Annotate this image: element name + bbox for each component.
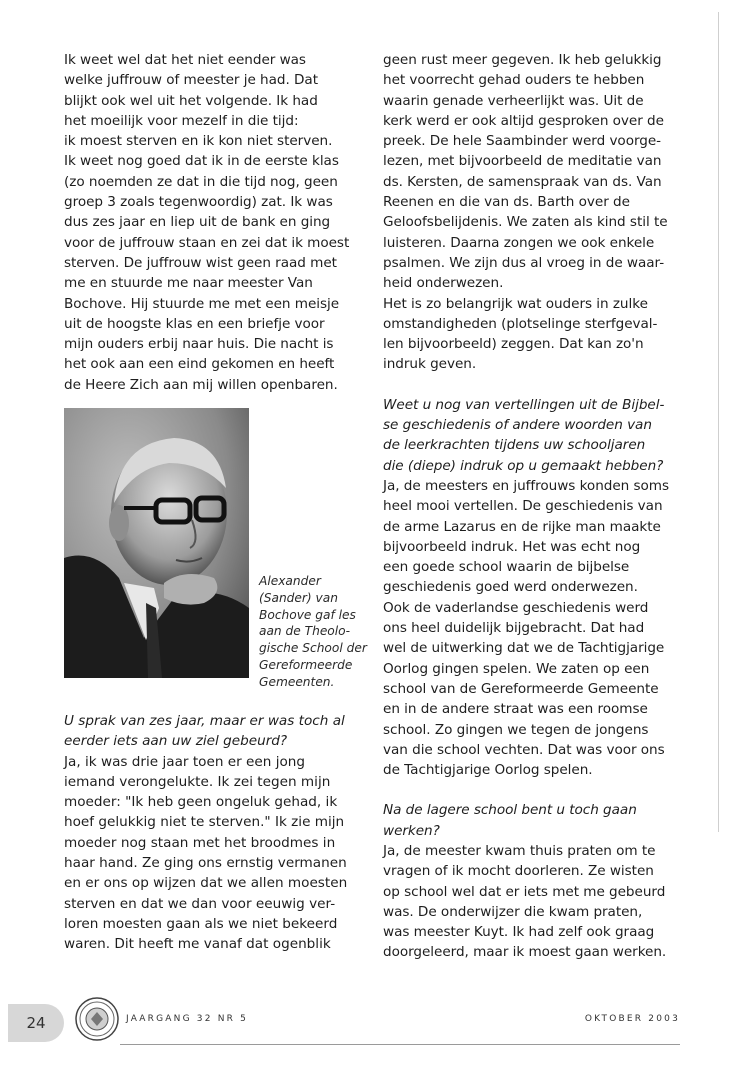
portrait-photo: [64, 408, 249, 678]
question: Weet u nog van vertellingen uit de Bijbel- se geschiedenis of andere woorden van de leerkrachten tijdens uw schooljaren die (diepe) indruk op u gemaakt hebben?: [383, 396, 665, 474]
left-column: [64, 50, 354, 395]
question: Na de lagere school bent u toch gaan werken?: [383, 802, 637, 839]
left-paragraph: Ik weet wel dat het niet eender was welke juffrouw of meester je had. Dat blijkt ook wel uit het volgende. Ik had het moeilijk voor mezelf in die tijd: ik moest sterven en ik kon niet sterven. Ik weet nog goed dat ik in de eerste klas (zo noemden ze dat in die tijd nog, geen groep 3 zoals tegenwoordig) zat. Ik was dus zes jaar en liep uit de bank en ging voor de juffrouw staan en zei dat ik moest sterven. De juffrouw wist geen raad met me en stuurde me naar meester Van Bochove. Hij stuurde me met een meisje uit de hoogste klas en een briefje voor mijn ouders erbij naar huis. Die nacht is het ook aan een eind gekomen en heeft de Heere Zich aan mij willen openbaren.: [64, 52, 350, 393]
spacer: [383, 375, 673, 395]
volume-label: JAARGANG 32 NR 5: [126, 1014, 249, 1024]
right-paragraph-2: Het is zo belangrijk wat ouders in zulke omstandigheden (plotselinge sterfgeval- len bijvoorbeeld) zeggen. Dat kan zo'n indruk geven.: [383, 295, 658, 373]
right-column: [383, 50, 673, 963]
photo-caption: Alexander (Sander) van Bochove gaf les aan de Theolo- gische School der Gereformeerde Gemeenten.: [259, 574, 367, 689]
footer-rule: [120, 1044, 680, 1045]
date-label: OKTOBER 2003: [584, 1014, 680, 1024]
page-edge-line: [718, 12, 719, 832]
spacer: [383, 780, 673, 800]
seal-icon: [74, 996, 120, 1042]
right-paragraph-1: geen rust meer gegeven. Ik heb gelukkig het voorrecht gehad ouders te hebben waarin genade verheerlijkt was. Uit de kerk werd er ook altijd gesproken over de preek. De hele Saambinder werd voorge- lezen, met bijvoorbeeld de meditatie van ds. Kersten, de samenspraak van ds. Van Reenen en die van ds. Barth over de Geloofsbelijdenis. We zaten als kind stil te luisteren. Daarna zongen we ook enkele psalmen. We zijn dus al vroeg in de waar- heid onderwezen.: [383, 52, 668, 292]
answer: Ja, de meesters en juffrouws konden soms heel mooi vertellen. De geschiedenis van de arme Lazarus en de rijke man maakte bijvoorbeeld indruk. Het was echt nog een goede school waarin de bijbelse geschiedenis goed werd onderwezen. Ook de vaderlandse geschiedenis werd ons heel duidelijk bijgebracht. Dat had wel de uitwerking dat we de Tachtigjarige Oorlog gingen spelen. We zaten op een school van de Gereformeerde Gemeente en in de andere straat was een roomse school. Zo gingen we tegen de jongens van die school vechten. Dat was voor ons de Tachtigjarige Oorlog spelen.: [383, 477, 670, 779]
answer: Ja, de meester kwam thuis praten om te vragen of ik mocht doorleren. Ze wisten op school wel dat er iets met me gebeurd was. De onderwijzer die kwam praten, was meester Kuyt. Ik had zelf ook graag doorgeleerd, maar ik moest gaan werken.: [383, 842, 667, 961]
question: U sprak van zes jaar, maar er was toch al eerder iets aan uw ziel gebeurd?: [64, 713, 345, 750]
page-number: 24: [8, 1004, 64, 1042]
left-column-lower: [64, 711, 354, 955]
figure: [64, 408, 367, 689]
answer: Ja, ik was drie jaar toen er een jong iemand verongelukte. Ik zei tegen mijn moeder: "Ik heb geen ongeluk gehad, ik hoef gelukkig niet te sterven." Ik zie mijn moeder nog staan met het broodmes in haar hand. Ze ging ons ernstig vermanen en er ons op wijzen dat we allen moesten sterven en dat we dan voor eeuwig ver- loren moesten gaan als we niet bekeerd waren. Dit heeft me vanaf dat ogenblik: [64, 753, 348, 953]
